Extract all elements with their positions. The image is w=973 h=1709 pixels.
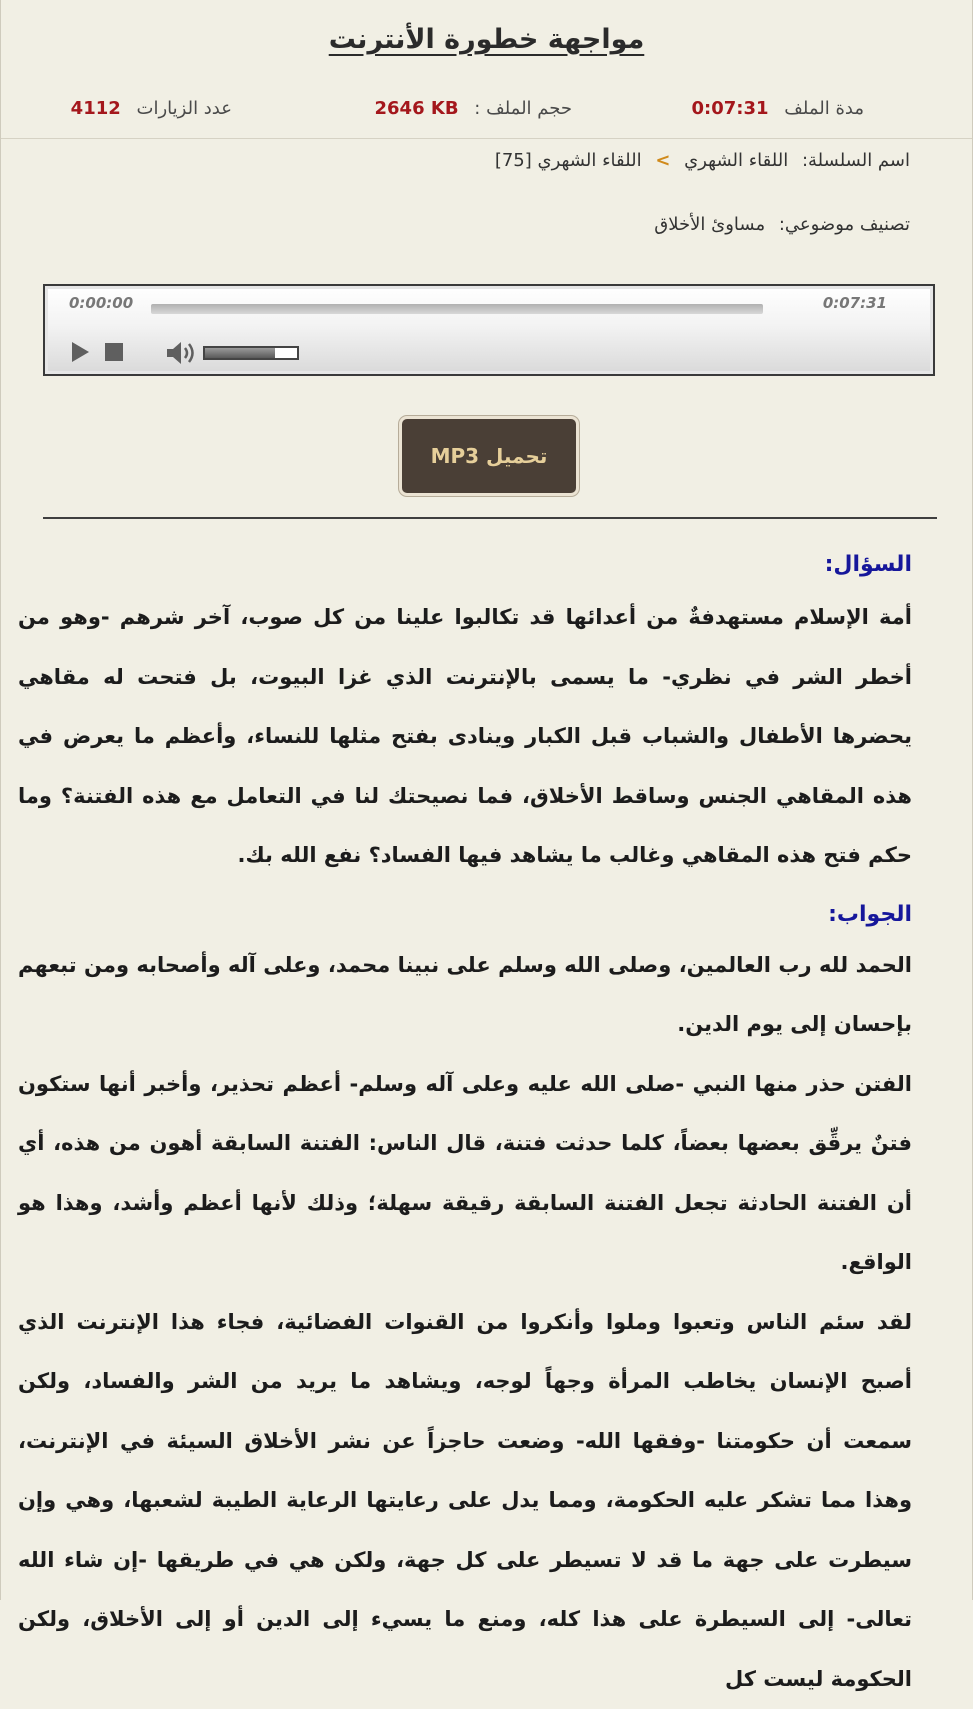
speaker-icon[interactable] [165, 340, 199, 370]
file-size [375, 98, 573, 119]
answer-paragraph: لقد سئم الناس وتعبوا وملوا وأنكروا من القنوات الفضائية، فجاء هذا الإنترنت الذي أصبح الإنسان يخاطب المرأة وجهاً لوجه، ويشاهد ما يريد من الشر والفساد، ولكن سمعت أن حكومتنا -وفقها الله- وضعت حاجزاً عن نشر الأخلاق السيئة في الإنترنت، وهذا مما تشكر عليه الحكومة، ومما يدل على رعايتها الرعاية الطيبة لشعبها، وهي وإن سيطرت على جهة ما قد لا تسيطر على كل جهة، ولكن هي في طريقها -إن شاء الله تعالى- إلى السيطرة على هذا كله، ومنع ما يسيء إلى الدين أو إلى الأخلاق، ولكن الحكومة ليست كل [18, 1293, 912, 1709]
play-icon[interactable] [69, 340, 91, 368]
page-title: مواجهة خطورة الأنترنت [1, 24, 972, 55]
file-duration-value: 0:07:31 [692, 98, 769, 119]
visit-count [71, 98, 232, 119]
series-breadcrumb [495, 150, 910, 171]
visit-count-value: 4112 [71, 98, 121, 119]
answer-paragraph: الحمد لله رب العالمين، وصلى الله وسلم على نبينا محمد، وعلى آله وأصحابه ومن تبعهم بإحسان إلى يوم الدين. [18, 936, 912, 1055]
category-label: تصنيف موضوعي: [779, 214, 910, 235]
volume-slider[interactable] [203, 346, 299, 360]
section-divider [43, 517, 937, 519]
article-content [18, 544, 912, 1709]
answer-heading: الجواب: [18, 894, 912, 936]
total-time: 0:07:31 [823, 294, 887, 312]
volume-level [205, 348, 275, 358]
answer-paragraph: الفتن حذر منها النبي -صلى الله عليه وعلى آله وسلم- أعظم تحذير، وأخبر أنها ستكون فتنٌ يرقِّق بعضها بعضاً، كلما حدثت فتنة، قال الناس: الفتنة السابقة أهون من هذه، أي أن الفتنة الحادثة تجعل الفتنة السابقة رقيقة سهلة؛ وذلك لأنها أعظم وأشد، وهذا هو الواقع. [18, 1055, 912, 1293]
progress-bar[interactable] [151, 304, 763, 314]
file-size-label: حجم الملف : [474, 98, 572, 119]
question-heading: السؤال: [18, 544, 912, 586]
series-parent-link[interactable]: اللقاء الشهري [684, 150, 788, 171]
visit-count-label: عدد الزيارات [137, 98, 232, 119]
audio-player [43, 284, 935, 376]
stop-icon[interactable] [103, 340, 125, 368]
question-text: أمة الإسلام مستهدفةٌ من أعدائها قد تكالبوا علينا من كل صوب، آخر شرهم -وهو من أخطر الشر في نظري- ما يسمى بالإنترنت الذي غزا البيوت، بل فتحت له مقاهي يحضرها الأطفال والشباب قبل الكبار وينادى بفتح مثلها للنساء، وأعظم ما يعرض في هذه المقاهي الجنس وساقط الأخلاق، فما نصيحتك لنا في التعامل مع هذه الفتنة؟ وما حكم فتح هذه المقاهي وغالب ما يشاهد فيها الفساد؟ نفع الله بك. [18, 588, 912, 886]
file-size-value: 2646 KB [375, 98, 459, 119]
download-mp3-button[interactable]: تحميل MP3 [399, 416, 579, 496]
series-label: اسم السلسلة: [802, 150, 910, 171]
file-duration [692, 98, 865, 119]
file-duration-label: مدة الملف [784, 98, 864, 119]
breadcrumb-separator: > [655, 150, 670, 171]
topic-category [654, 214, 910, 235]
series-child-link[interactable]: اللقاء الشهري [75] [495, 150, 642, 171]
category-link[interactable]: مساوئ الأخلاق [654, 214, 765, 235]
file-meta-row [1, 98, 972, 139]
current-time: 0:00:00 [69, 294, 133, 312]
